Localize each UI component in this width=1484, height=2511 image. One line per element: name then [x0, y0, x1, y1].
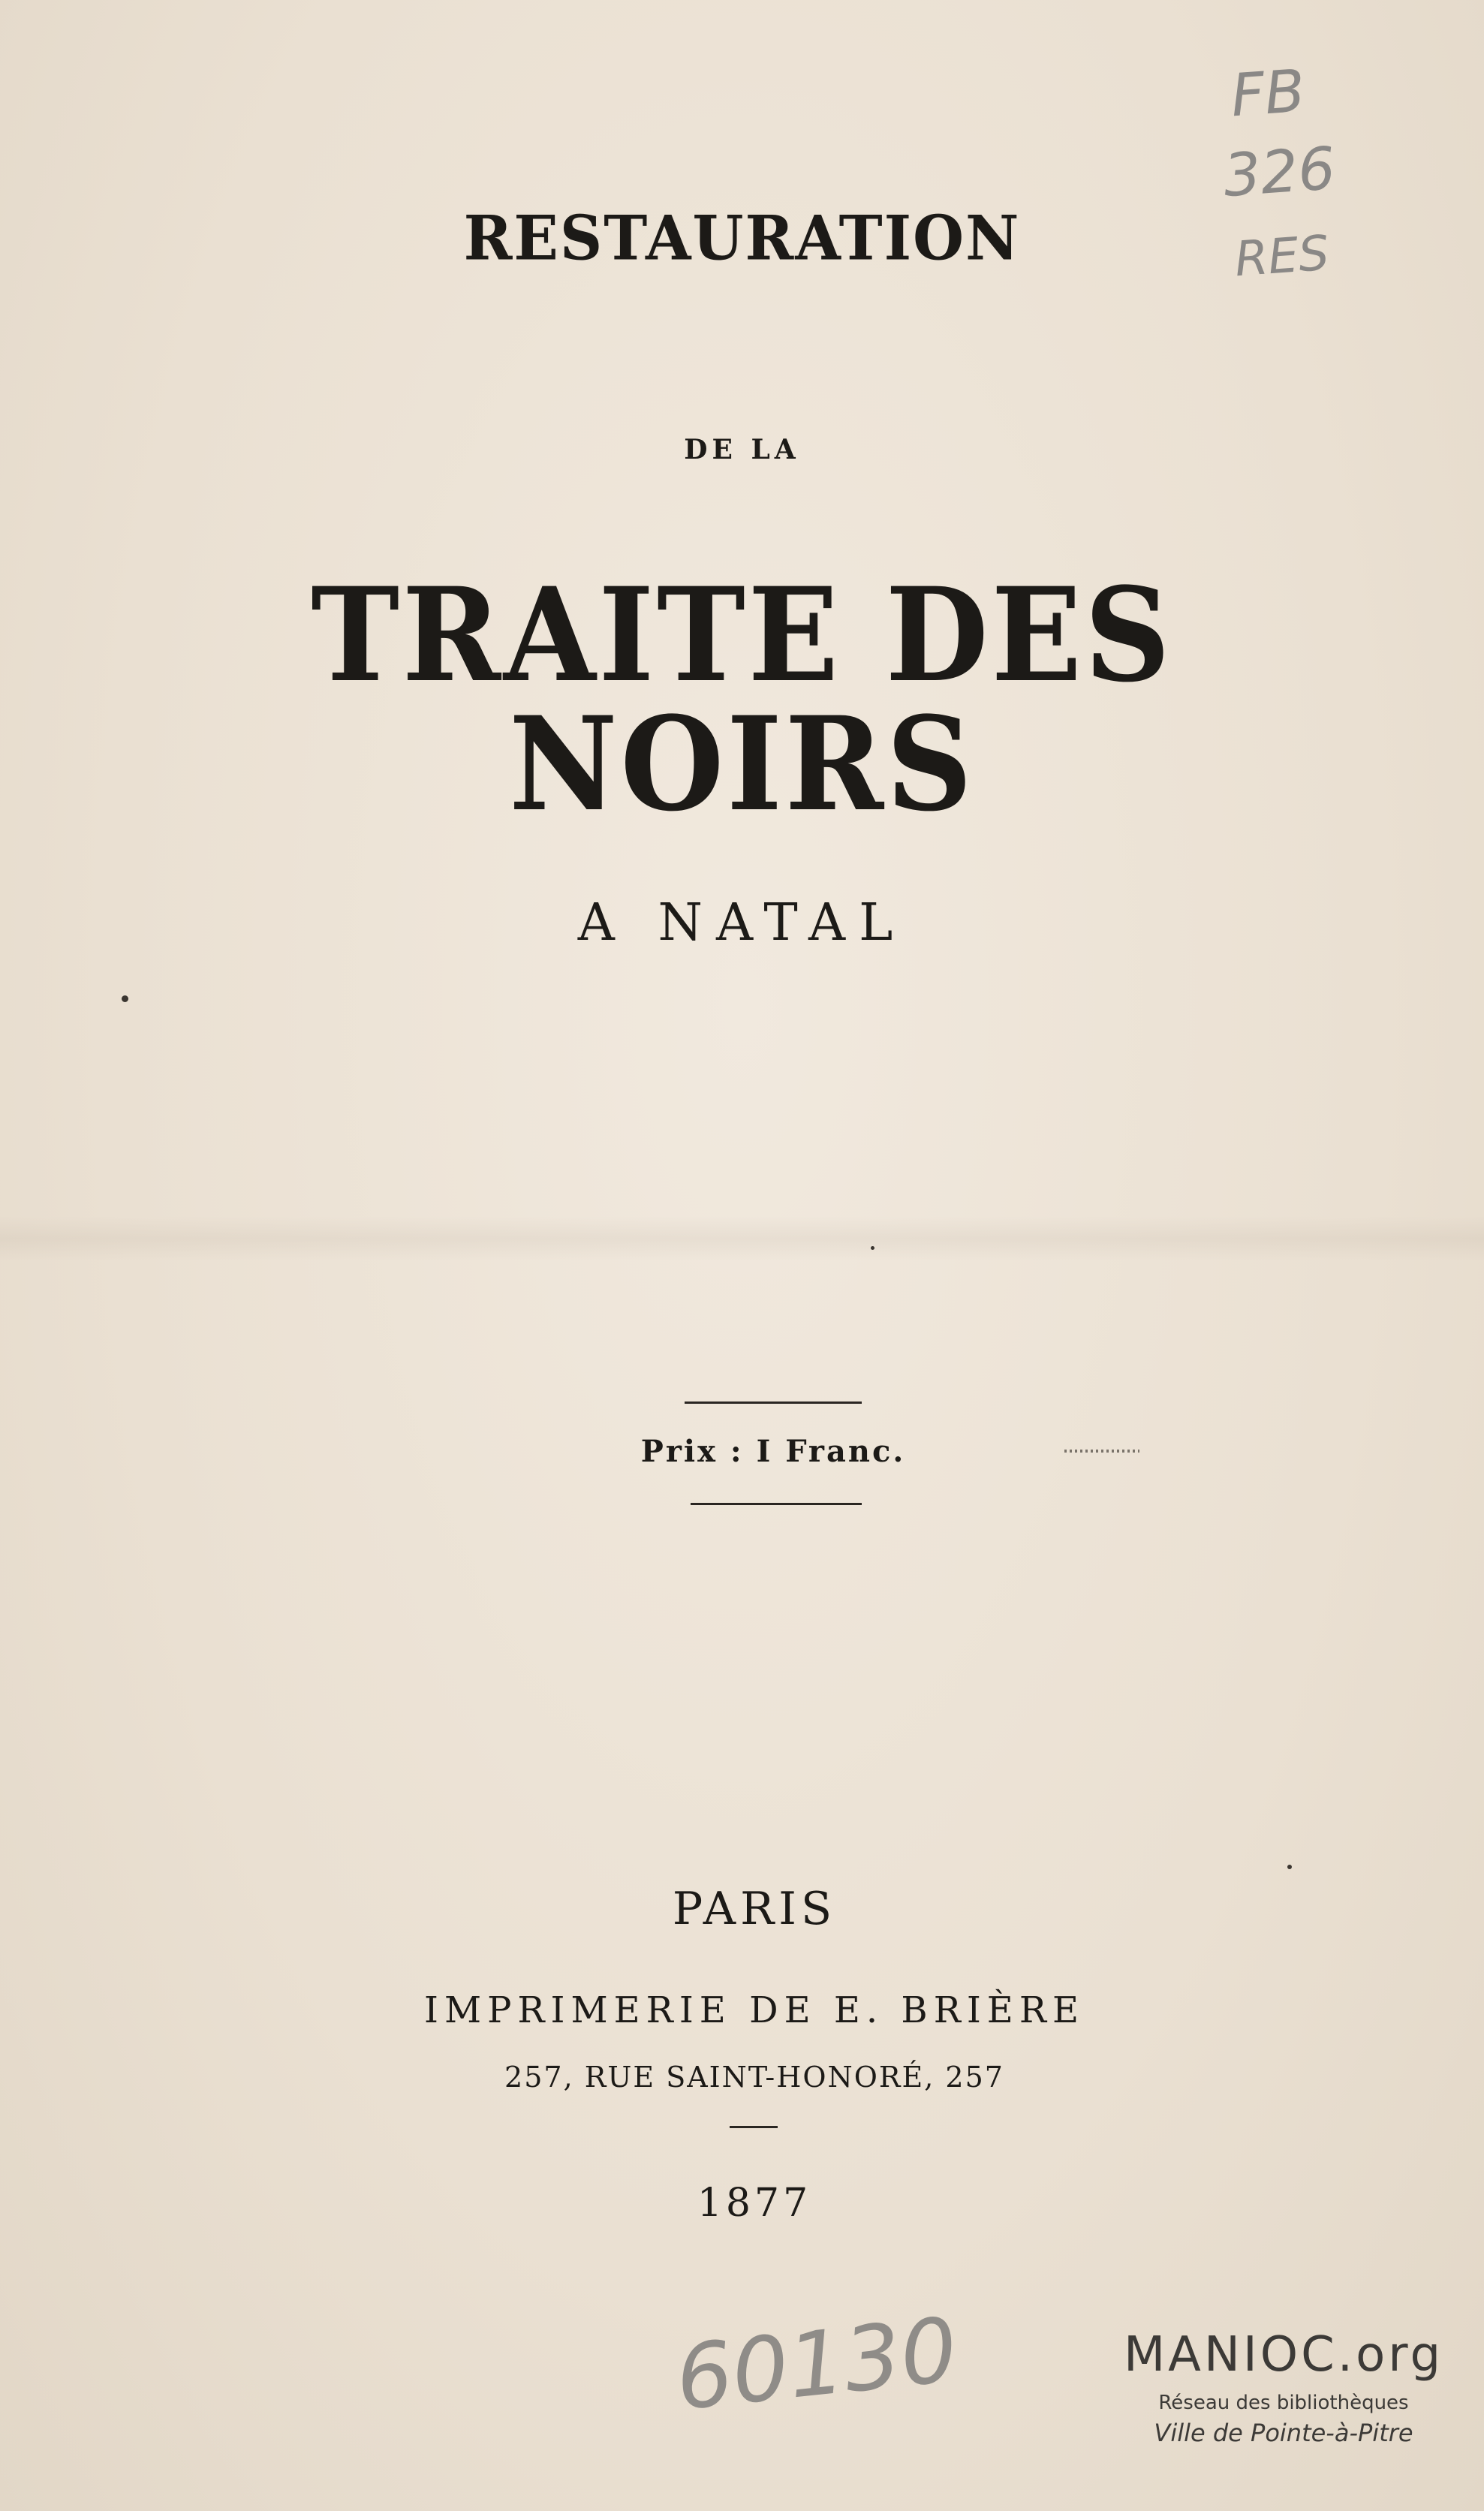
inventory-number: 60130: [670, 2297, 962, 2431]
publication-year: 1877: [697, 2181, 812, 2226]
watermark-subtitle: Réseau des bibliothèques: [1158, 2392, 1409, 2414]
printer-name: IMPRIMERIE DE E. BRIÈRE: [423, 1989, 1085, 2031]
ink-speck: [122, 995, 128, 1002]
price-rule-top: [685, 1402, 862, 1404]
shelfmark-line-3: RES: [1233, 225, 1331, 288]
price-rule-bottom: [691, 1503, 862, 1505]
publisher-city: PARIS: [672, 1883, 837, 1935]
title-restauration: RESTAURATION: [463, 202, 1021, 275]
title-de-la: DE LA: [684, 434, 800, 465]
main-title: TRAITE DES NOIRS: [311, 559, 1173, 840]
price-text: Prix : I Franc.: [640, 1434, 906, 1469]
dotted-mark: [1064, 1450, 1139, 1453]
shelfmark-line-1: FB: [1228, 57, 1308, 131]
paper-fold: [0, 1216, 1484, 1261]
manioc-watermark: [1118, 2327, 1449, 2447]
shelfmark-line-2: 326: [1221, 134, 1338, 211]
watermark-name: MANIOC.org: [1123, 2327, 1444, 2383]
ink-speck: [1287, 1865, 1292, 1869]
printer-address: 257, RUE SAINT-HONORÉ, 257: [504, 2061, 1004, 2094]
title-place: A NATAL: [577, 893, 907, 953]
watermark-city: Ville de Pointe-à-Pitre: [1154, 2419, 1413, 2447]
year-rule: [730, 2126, 778, 2128]
ink-speck: [871, 1246, 874, 1250]
